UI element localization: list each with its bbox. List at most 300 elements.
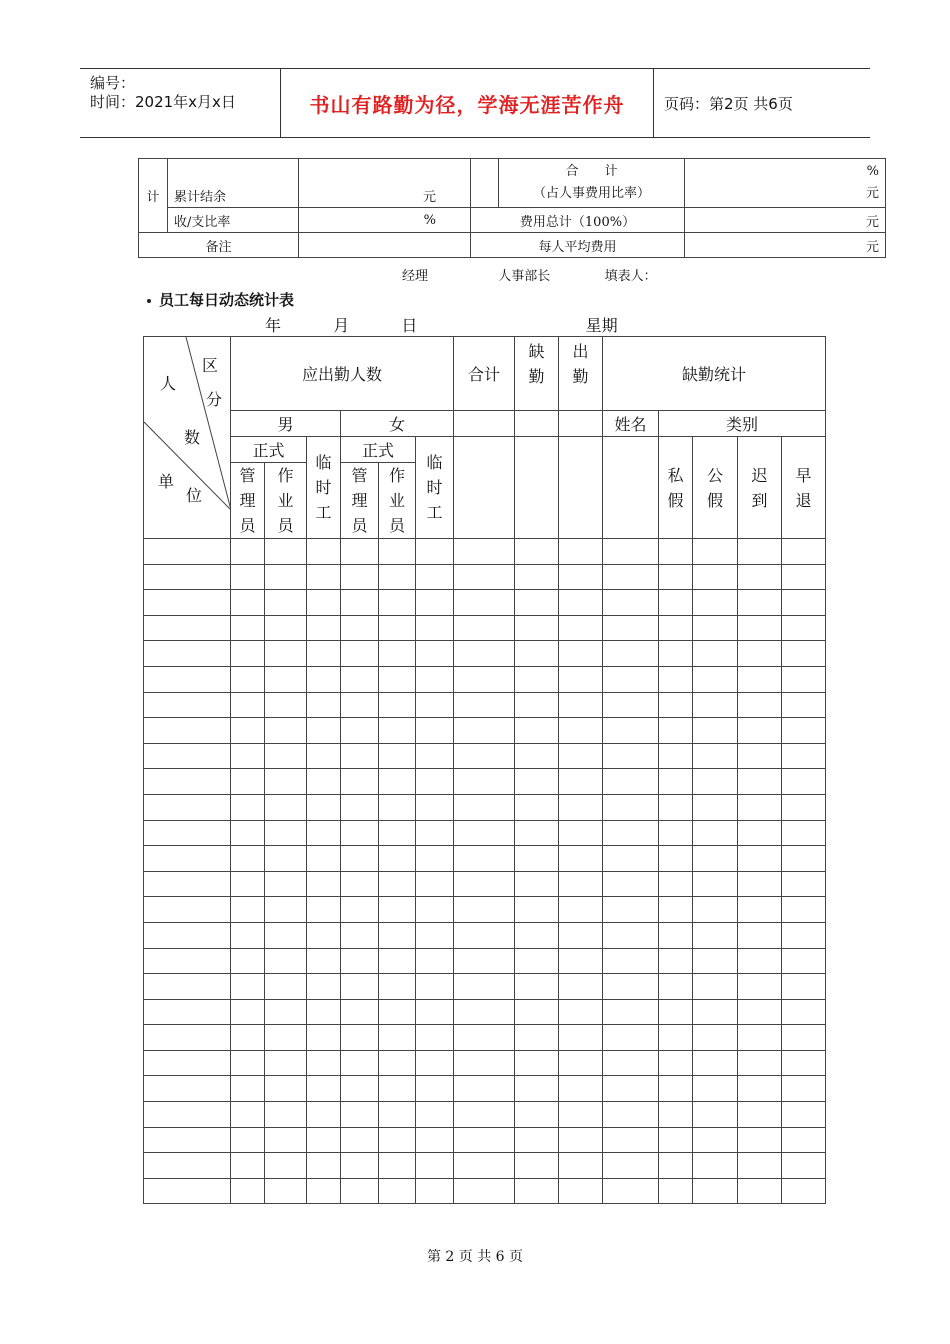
table-cell[interactable] (659, 1153, 693, 1179)
table-cell[interactable] (515, 897, 559, 923)
table-cell[interactable] (515, 666, 559, 692)
table-cell[interactable] (515, 1153, 559, 1179)
table-cell[interactable] (379, 666, 416, 692)
table-cell[interactable] (231, 1178, 265, 1204)
table-cell[interactable] (379, 794, 416, 820)
table-cell[interactable] (659, 666, 693, 692)
table-cell[interactable] (231, 1076, 265, 1102)
table-cell[interactable] (144, 769, 231, 795)
table-cell[interactable] (559, 1102, 603, 1128)
table-cell[interactable] (341, 999, 379, 1025)
table-cell[interactable] (659, 1076, 693, 1102)
table-cell[interactable] (738, 718, 782, 744)
table-cell[interactable] (659, 590, 693, 616)
table-cell[interactable] (782, 743, 826, 769)
table-cell[interactable] (782, 1178, 826, 1204)
table-cell[interactable] (782, 769, 826, 795)
table-cell[interactable] (559, 641, 603, 667)
table-cell[interactable] (341, 974, 379, 1000)
table-cell[interactable] (144, 718, 231, 744)
table-cell[interactable] (144, 666, 231, 692)
table-cell[interactable] (416, 974, 454, 1000)
table-cell[interactable] (231, 539, 265, 565)
table-cell[interactable] (416, 922, 454, 948)
table-cell[interactable] (782, 794, 826, 820)
table-cell[interactable] (738, 743, 782, 769)
table-cell[interactable] (379, 1102, 416, 1128)
table-cell[interactable] (559, 794, 603, 820)
table-cell[interactable] (265, 922, 307, 948)
table-cell[interactable] (341, 846, 379, 872)
table-cell[interactable] (603, 846, 659, 872)
table-cell[interactable] (782, 1076, 826, 1102)
table-cell[interactable] (454, 564, 515, 590)
table-cell[interactable] (738, 1076, 782, 1102)
table-cell[interactable] (515, 615, 559, 641)
table-cell[interactable] (416, 539, 454, 565)
table-cell[interactable] (231, 1127, 265, 1153)
table-cell[interactable] (659, 718, 693, 744)
table-cell[interactable] (515, 922, 559, 948)
table-cell[interactable] (231, 922, 265, 948)
table-cell[interactable] (559, 615, 603, 641)
table-cell[interactable] (307, 1050, 341, 1076)
table-cell[interactable] (738, 820, 782, 846)
table-cell[interactable] (265, 1076, 307, 1102)
table-cell[interactable] (693, 794, 738, 820)
table-cell[interactable] (559, 1025, 603, 1051)
table-cell[interactable] (307, 718, 341, 744)
table-cell[interactable] (738, 1050, 782, 1076)
table-cell[interactable] (738, 590, 782, 616)
table-cell[interactable] (144, 871, 231, 897)
table-cell[interactable] (341, 897, 379, 923)
table-cell[interactable] (693, 718, 738, 744)
table-cell[interactable] (416, 769, 454, 795)
table-cell[interactable] (265, 999, 307, 1025)
table-cell[interactable] (265, 718, 307, 744)
table-cell[interactable] (454, 948, 515, 974)
table-cell[interactable] (515, 743, 559, 769)
table-cell[interactable] (341, 820, 379, 846)
table-cell[interactable] (231, 999, 265, 1025)
table-cell[interactable] (559, 564, 603, 590)
table-cell[interactable] (144, 1178, 231, 1204)
table-cell[interactable] (693, 590, 738, 616)
table-cell[interactable] (782, 846, 826, 872)
table-cell[interactable] (231, 897, 265, 923)
table-cell[interactable] (341, 718, 379, 744)
table-cell[interactable] (603, 1076, 659, 1102)
table-cell[interactable] (416, 718, 454, 744)
table-cell[interactable] (559, 897, 603, 923)
table-cell[interactable] (603, 1127, 659, 1153)
table-cell[interactable] (307, 539, 341, 565)
table-cell[interactable] (659, 1102, 693, 1128)
table-cell[interactable] (454, 871, 515, 897)
table-cell[interactable] (693, 564, 738, 590)
table-cell[interactable] (416, 1025, 454, 1051)
table-cell[interactable] (693, 922, 738, 948)
table-cell[interactable] (693, 1025, 738, 1051)
table-cell[interactable] (307, 794, 341, 820)
table-cell[interactable] (416, 615, 454, 641)
table-cell[interactable] (738, 1127, 782, 1153)
table-cell[interactable] (341, 564, 379, 590)
table-cell[interactable] (559, 999, 603, 1025)
table-cell[interactable] (341, 666, 379, 692)
table-cell[interactable] (341, 922, 379, 948)
table-cell[interactable] (231, 743, 265, 769)
table-cell[interactable] (265, 897, 307, 923)
table-cell[interactable] (738, 692, 782, 718)
table-cell[interactable] (265, 1178, 307, 1204)
table-cell[interactable] (379, 564, 416, 590)
table-cell[interactable] (307, 922, 341, 948)
table-cell[interactable] (559, 1153, 603, 1179)
table-cell[interactable] (454, 718, 515, 744)
table-cell[interactable] (603, 666, 659, 692)
table-cell[interactable] (559, 590, 603, 616)
table-cell[interactable] (307, 1025, 341, 1051)
table-cell[interactable] (231, 846, 265, 872)
table-cell[interactable] (307, 948, 341, 974)
table-cell[interactable] (265, 641, 307, 667)
table-cell[interactable] (603, 871, 659, 897)
table-cell[interactable] (307, 1127, 341, 1153)
table-cell[interactable] (231, 1153, 265, 1179)
table-cell[interactable] (454, 590, 515, 616)
table-cell[interactable] (454, 794, 515, 820)
table-cell[interactable] (515, 846, 559, 872)
table-cell[interactable] (307, 615, 341, 641)
table-cell[interactable] (307, 590, 341, 616)
table-cell[interactable] (265, 769, 307, 795)
table-cell[interactable] (603, 1025, 659, 1051)
table-cell[interactable] (559, 846, 603, 872)
table-cell[interactable] (265, 846, 307, 872)
table-cell[interactable] (341, 871, 379, 897)
table-cell[interactable] (341, 1153, 379, 1179)
table-cell[interactable] (693, 1102, 738, 1128)
table-cell[interactable] (659, 1025, 693, 1051)
table-cell[interactable] (454, 846, 515, 872)
table-cell[interactable] (693, 999, 738, 1025)
table-cell[interactable] (659, 743, 693, 769)
table-cell[interactable] (265, 615, 307, 641)
table-cell[interactable] (659, 820, 693, 846)
table-cell[interactable] (515, 590, 559, 616)
table-cell[interactable] (693, 692, 738, 718)
table-cell[interactable] (782, 922, 826, 948)
table-cell[interactable] (416, 1178, 454, 1204)
table-cell[interactable] (782, 564, 826, 590)
table-cell[interactable] (144, 999, 231, 1025)
table-cell[interactable] (231, 769, 265, 795)
table-cell[interactable] (416, 820, 454, 846)
table-cell[interactable] (379, 1178, 416, 1204)
table-cell[interactable] (144, 1153, 231, 1179)
table-cell[interactable] (782, 948, 826, 974)
table-cell[interactable] (341, 1076, 379, 1102)
table-cell[interactable] (603, 641, 659, 667)
table-cell[interactable] (379, 641, 416, 667)
table-cell[interactable] (559, 922, 603, 948)
table-cell[interactable] (265, 1050, 307, 1076)
table-cell[interactable] (265, 1127, 307, 1153)
table-cell[interactable] (603, 718, 659, 744)
table-cell[interactable] (693, 1127, 738, 1153)
table-cell[interactable] (144, 1050, 231, 1076)
table-cell[interactable] (738, 846, 782, 872)
table-cell[interactable] (454, 1076, 515, 1102)
table-cell[interactable] (515, 999, 559, 1025)
table-cell[interactable] (693, 615, 738, 641)
table-cell[interactable] (307, 1153, 341, 1179)
table-cell[interactable] (307, 999, 341, 1025)
table-cell[interactable] (559, 974, 603, 1000)
table-cell[interactable] (603, 794, 659, 820)
table-cell[interactable] (144, 615, 231, 641)
table-cell[interactable] (265, 820, 307, 846)
table-cell[interactable] (782, 590, 826, 616)
table-cell[interactable] (379, 692, 416, 718)
table-cell[interactable] (454, 641, 515, 667)
table-cell[interactable] (144, 794, 231, 820)
table-cell[interactable] (454, 692, 515, 718)
table-cell[interactable] (307, 692, 341, 718)
table-cell[interactable] (659, 871, 693, 897)
table-cell[interactable] (341, 692, 379, 718)
table-cell[interactable] (231, 666, 265, 692)
table-cell[interactable] (144, 692, 231, 718)
table-cell[interactable] (379, 820, 416, 846)
table-cell[interactable] (693, 1050, 738, 1076)
table-cell[interactable] (559, 948, 603, 974)
table-cell[interactable] (379, 922, 416, 948)
table-cell[interactable] (782, 615, 826, 641)
table-cell[interactable] (379, 1153, 416, 1179)
table-cell[interactable] (265, 743, 307, 769)
table-cell[interactable] (659, 1127, 693, 1153)
table-cell[interactable] (515, 1050, 559, 1076)
table-cell[interactable] (144, 846, 231, 872)
table-cell[interactable] (379, 1076, 416, 1102)
table-cell[interactable] (454, 769, 515, 795)
table-cell[interactable] (659, 1050, 693, 1076)
table-cell[interactable] (379, 590, 416, 616)
table-cell[interactable] (559, 1050, 603, 1076)
table-cell[interactable] (515, 692, 559, 718)
table-cell[interactable] (265, 871, 307, 897)
table-cell[interactable] (341, 948, 379, 974)
table-cell[interactable] (379, 615, 416, 641)
table-cell[interactable] (659, 539, 693, 565)
table-cell[interactable] (603, 897, 659, 923)
table-cell[interactable] (379, 871, 416, 897)
table-cell[interactable] (231, 692, 265, 718)
table-cell[interactable] (341, 590, 379, 616)
table-cell[interactable] (559, 820, 603, 846)
table-cell[interactable] (144, 539, 231, 565)
table-cell[interactable] (659, 897, 693, 923)
table-cell[interactable] (659, 999, 693, 1025)
table-cell[interactable] (379, 1127, 416, 1153)
table-cell[interactable] (659, 846, 693, 872)
table-cell[interactable] (307, 743, 341, 769)
table-cell[interactable] (379, 743, 416, 769)
table-cell[interactable] (659, 692, 693, 718)
table-cell[interactable] (515, 539, 559, 565)
table-cell[interactable] (454, 922, 515, 948)
table-cell[interactable] (231, 615, 265, 641)
table-cell[interactable] (144, 564, 231, 590)
table-cell[interactable] (416, 564, 454, 590)
table-cell[interactable] (738, 999, 782, 1025)
table-cell[interactable] (782, 1102, 826, 1128)
table-cell[interactable] (738, 641, 782, 667)
table-cell[interactable] (782, 897, 826, 923)
table-cell[interactable] (693, 539, 738, 565)
table-cell[interactable] (515, 871, 559, 897)
table-cell[interactable] (265, 666, 307, 692)
table-cell[interactable] (231, 718, 265, 744)
table-cell[interactable] (144, 820, 231, 846)
table-cell[interactable] (416, 641, 454, 667)
table-cell[interactable] (265, 974, 307, 1000)
table-cell[interactable] (416, 846, 454, 872)
table-cell[interactable] (454, 539, 515, 565)
table-cell[interactable] (144, 922, 231, 948)
table-cell[interactable] (307, 974, 341, 1000)
table-cell[interactable] (659, 794, 693, 820)
table-cell[interactable] (559, 718, 603, 744)
table-cell[interactable] (307, 846, 341, 872)
table-cell[interactable] (693, 1076, 738, 1102)
table-cell[interactable] (379, 718, 416, 744)
table-cell[interactable] (341, 769, 379, 795)
table-cell[interactable] (603, 692, 659, 718)
table-cell[interactable] (603, 769, 659, 795)
table-cell[interactable] (559, 1178, 603, 1204)
table-cell[interactable] (144, 641, 231, 667)
table-cell[interactable] (454, 1102, 515, 1128)
table-cell[interactable] (307, 871, 341, 897)
table-cell[interactable] (659, 641, 693, 667)
table-cell[interactable] (659, 564, 693, 590)
table-cell[interactable] (416, 794, 454, 820)
table-cell[interactable] (265, 948, 307, 974)
table-cell[interactable] (416, 948, 454, 974)
table-cell[interactable] (454, 1050, 515, 1076)
table-cell[interactable] (603, 948, 659, 974)
table-cell[interactable] (416, 1102, 454, 1128)
table-cell[interactable] (265, 539, 307, 565)
table-cell[interactable] (782, 999, 826, 1025)
table-cell[interactable] (603, 1050, 659, 1076)
table-cell[interactable] (341, 1050, 379, 1076)
table-cell[interactable] (379, 1025, 416, 1051)
table-cell[interactable] (693, 666, 738, 692)
table-cell[interactable] (379, 948, 416, 974)
table-cell[interactable] (515, 641, 559, 667)
table-cell[interactable] (782, 974, 826, 1000)
table-cell[interactable] (416, 590, 454, 616)
table-cell[interactable] (454, 1178, 515, 1204)
table-cell[interactable] (659, 974, 693, 1000)
table-cell[interactable] (454, 974, 515, 1000)
table-cell[interactable] (144, 897, 231, 923)
table-cell[interactable] (738, 1102, 782, 1128)
table-cell[interactable] (307, 641, 341, 667)
table-cell[interactable] (603, 539, 659, 565)
table-cell[interactable] (144, 948, 231, 974)
table-cell[interactable] (693, 641, 738, 667)
table-cell[interactable] (603, 974, 659, 1000)
table-cell[interactable] (693, 743, 738, 769)
table-cell[interactable] (738, 769, 782, 795)
table-cell[interactable] (559, 743, 603, 769)
table-cell[interactable] (559, 692, 603, 718)
table-cell[interactable] (603, 1102, 659, 1128)
table-cell[interactable] (693, 974, 738, 1000)
table-cell[interactable] (379, 974, 416, 1000)
table-cell[interactable] (231, 871, 265, 897)
table-cell[interactable] (341, 1178, 379, 1204)
table-cell[interactable] (693, 769, 738, 795)
table-cell[interactable] (231, 948, 265, 974)
table-cell[interactable] (341, 794, 379, 820)
table-cell[interactable] (307, 769, 341, 795)
table-cell[interactable] (454, 1025, 515, 1051)
table-cell[interactable] (307, 1102, 341, 1128)
table-cell[interactable] (307, 820, 341, 846)
table-cell[interactable] (515, 718, 559, 744)
table-cell[interactable] (603, 1153, 659, 1179)
table-cell[interactable] (738, 974, 782, 1000)
table-cell[interactable] (341, 743, 379, 769)
table-cell[interactable] (659, 769, 693, 795)
table-cell[interactable] (738, 794, 782, 820)
table-cell[interactable] (144, 1102, 231, 1128)
table-cell[interactable] (416, 999, 454, 1025)
table-cell[interactable] (693, 948, 738, 974)
table-cell[interactable] (454, 615, 515, 641)
table-cell[interactable] (515, 820, 559, 846)
table-cell[interactable] (782, 666, 826, 692)
table-cell[interactable] (659, 615, 693, 641)
table-cell[interactable] (693, 820, 738, 846)
table-cell[interactable] (416, 897, 454, 923)
table-cell[interactable] (144, 743, 231, 769)
table-cell[interactable] (341, 615, 379, 641)
table-cell[interactable] (659, 1178, 693, 1204)
table-cell[interactable] (454, 666, 515, 692)
table-cell[interactable] (738, 615, 782, 641)
table-cell[interactable] (515, 1102, 559, 1128)
table-cell[interactable] (603, 590, 659, 616)
table-cell[interactable] (782, 1153, 826, 1179)
table-cell[interactable] (659, 948, 693, 974)
table-cell[interactable] (265, 1102, 307, 1128)
table-cell[interactable] (559, 1127, 603, 1153)
table-cell[interactable] (693, 1178, 738, 1204)
table-cell[interactable] (782, 718, 826, 744)
table-cell[interactable] (559, 769, 603, 795)
table-cell[interactable] (559, 1076, 603, 1102)
table-cell[interactable] (782, 641, 826, 667)
table-cell[interactable] (738, 539, 782, 565)
